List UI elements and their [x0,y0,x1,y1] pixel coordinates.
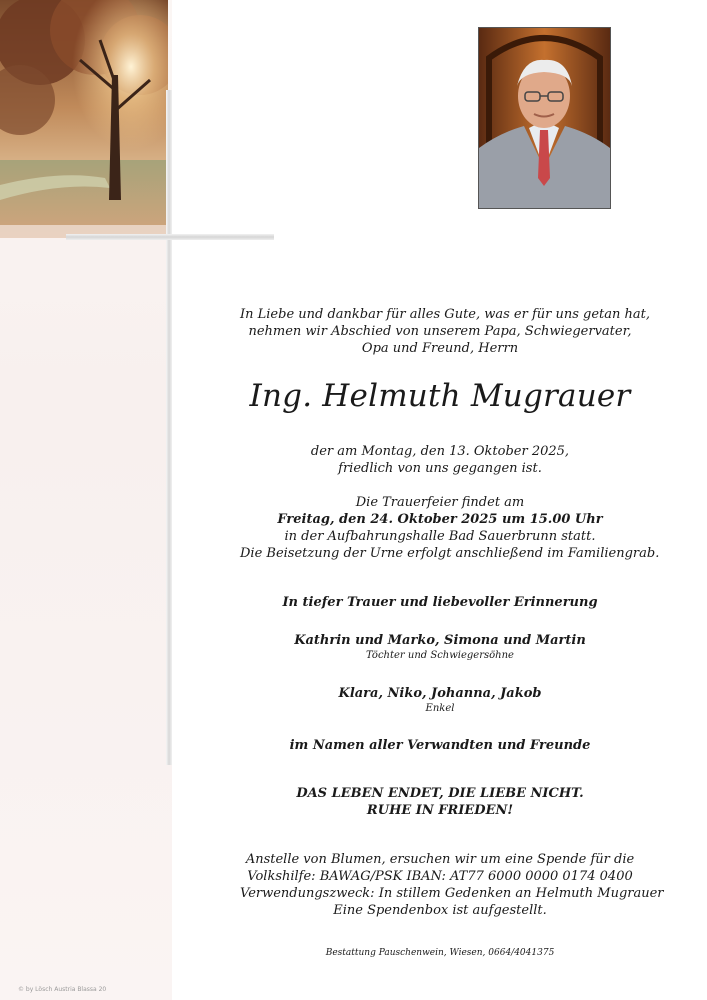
cross-horizontal-beam [66,234,274,240]
burial-info: Die Beisetzung der Urne erfolgt anschließend im Familiengrab. [240,546,660,561]
ceremony-location: in der Aufbahrungshalle Bad Sauerbrunn statt. [284,529,596,544]
family-names-2: Klara, Niko, Johanna, Jakob [338,686,542,701]
mourning-heading: In tiefer Trauer und liebevoller Erinnerung [282,595,598,610]
funeral-home: Bestattung Pauschenwein, Wiesen, 0664/4041375 [325,948,555,958]
donation-line-3: Verwendungszweck: In stillem Gedenken an Helmuth Mugrauer [240,886,664,901]
intro-line-1: In Liebe und dankbar für alles Gute, was er für uns getan hat, [240,307,651,322]
motto-line-2: RUHE IN FRIEDEN! [366,803,514,818]
deceased-name: Ing. Helmuth Mugrauer [249,378,631,414]
ceremony-line-1: Die Trauerfeier findet am [355,495,525,510]
ceremony-date: Freitag, den 24. Oktober 2025 um 15.00 Uhr [277,512,603,527]
death-info-line-1: der am Montag, den 13. Oktober 2025, [310,444,570,459]
portrait-photo [478,27,611,209]
family-relation-1: Töchter und Schwiegersöhne [366,650,514,661]
motto-line-1: DAS LEBEN ENDET, DIE LIEBE NICHT. [296,786,584,801]
donation-line-1: Anstelle von Blumen, ersuchen wir um eine Spende für die [245,852,635,867]
family-names-1: Kathrin und Marko, Simona und Martin [294,633,586,648]
intro-line-2: nehmen wir Abschied von unserem Papa, Schwiegervater, [248,324,632,339]
copyright-notice: © by Lösch Austria Blassa 20 [18,986,107,993]
family-relation-2: Enkel [425,703,455,714]
intro-line-3: Opa und Freund, Herrn [361,341,519,356]
cross-vertical-beam [166,90,172,765]
relatives-line: im Namen aller Verwandten und Freunde [289,738,591,753]
autumn-tree-image [0,0,168,238]
donation-line-2: Volkshilfe: BAWAG/PSK IBAN: AT77 6000 0000 0174 0400 [247,869,633,884]
donation-line-4: Eine Spendenbox ist aufgestellt. [333,903,547,918]
death-info-line-2: friedlich von uns gegangen ist. [338,461,542,476]
